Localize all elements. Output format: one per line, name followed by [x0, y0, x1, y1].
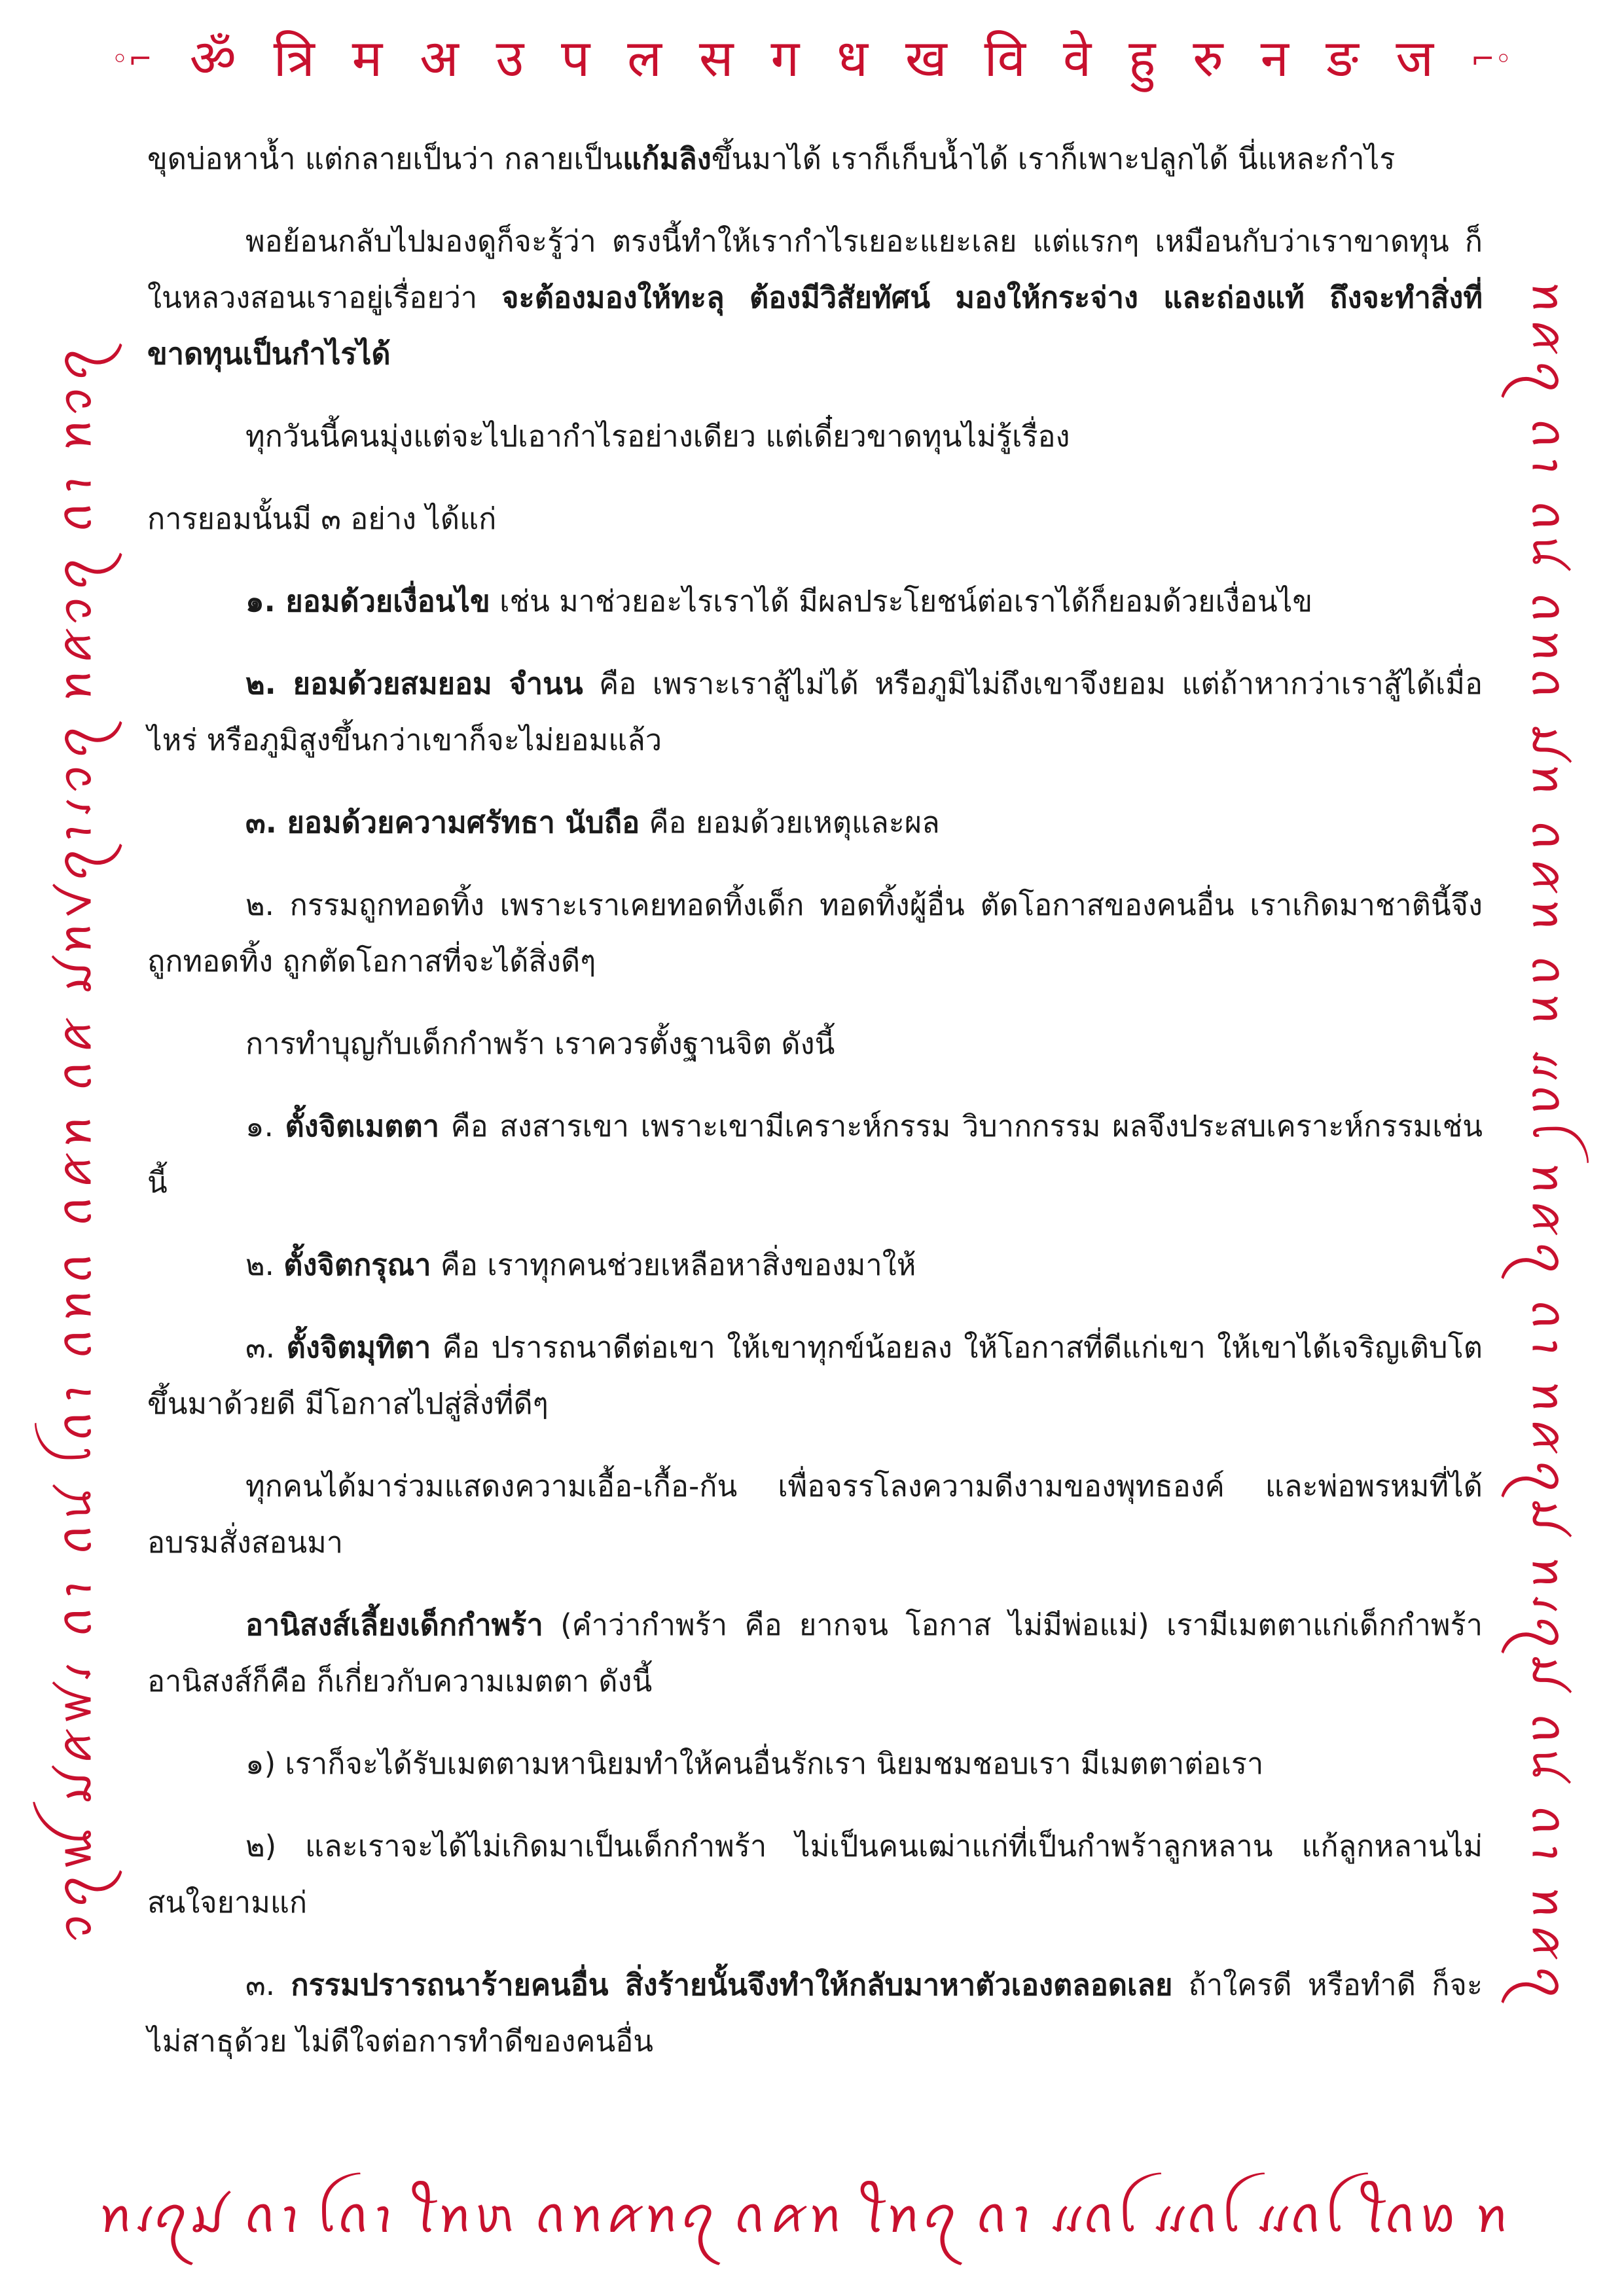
- top-glyph: न: [1260, 29, 1289, 88]
- top-border: [111, 13, 1512, 105]
- text-run: (คำว่ากำพร้า คือ ยากจน โอกาส ไม่มีพ่อแม่) เรามีเมตตาแก่เด็กกำพร้า อานิสงส์ก็คือ ก็เกี่ยวกับความเมตตา ดังนี้: [147, 1607, 1483, 1698]
- right-border-text: ꪀꪁꪖ ꪒꪱ ꪒꪙ ꪒꪀꪒ ꪣꪀ ꪒꪁꪀ ꪒꪀ ꪵꪒꪶ ꪀꪁꪖ ꪒꪱ ꪀꪁꪖꪣ ꪀꪹꪖꪣ ꪒꪙ ꪒꪱ ꪀꪁꪖ: [1521, 280, 1576, 2004]
- text-run: ๓.: [245, 1967, 291, 2002]
- top-right-flourish: ⌐◦: [1470, 42, 1512, 76]
- paragraph: [147, 573, 1483, 630]
- bold-text: อานิสงส์เลี้ยงเด็กกำพร้า: [245, 1607, 543, 1642]
- top-glyph: ङ: [1326, 29, 1359, 88]
- text-run: ๑.: [245, 1109, 285, 1143]
- bottom-border: [98, 2170, 1519, 2268]
- text-run: คือ ยอมด้วยเหตุและผล: [640, 805, 940, 840]
- text-run: คือ ปรารถนาดีต่อเขา ให้เขาทุกข์น้อยลง ให้โอกาสที่ดีแก่เขา ให้เขาได้เจริญเติบโตขึ้นมาด้วยดี มีโอกาสไปสู่สิ่งที่ดีๆ: [147, 1330, 1483, 1421]
- left-border: [39, 124, 118, 2160]
- bold-text: ๓. ยอมด้วยความศรัทธา นับถือ: [245, 805, 640, 840]
- bottom-border-text: ꪀꪹꪖꪣ ꪒꪱ ꪶꪒꪱ ꪻꪀꪬ ꪒꪀꪁꪀꪖ ꪒꪁꪀ ꪻꪀꪖ ꪒꪱ ꪵꪒꪶ ꪵꪒꪶ ꪵꪒꪶ ꪻꪒꪭ ꪀ: [98, 2187, 1510, 2244]
- text-run: ๒.: [245, 1247, 284, 1282]
- top-glyph: रु: [1193, 29, 1223, 88]
- text-run: ทุกคนได้มาร่วมแสดงความเอื้อ-เกื้อ-กัน เพื่อจรรโลงความดีงามของพุทธองค์ และพ่อพรหมที่ได้อบรมสั่งสอนมา: [147, 1469, 1483, 1560]
- paragraph: [147, 877, 1483, 990]
- top-glyph: ज: [1396, 29, 1434, 88]
- top-glyph: ध: [837, 29, 869, 88]
- text-run: ถ้าใครดี หรือทำดี ก็จะไม่สาธุด้วย ไม่ดีใจต่อการทำดีของคนอื่น: [147, 1967, 1483, 2058]
- text-run: การยอมนั้นมี ๓ อย่าง ได้แก่: [147, 501, 497, 536]
- text-run: ๑) เราก็จะได้รับเมตตามหานิยมทำให้คนอื่นรักเรา นิยมชมชอบเรา มีเมตตาต่อเรา: [245, 1746, 1264, 1781]
- paragraph: [147, 1597, 1483, 1710]
- text-run: ขุดบ่อหาน้ำ แต่กลายเป็นว่า กลายเป็น: [147, 141, 623, 176]
- top-glyph: अ: [420, 29, 459, 88]
- bold-text: กรรมปรารถนาร้ายคนอื่น สิ่งร้ายนั้นจึงทำให้กลับมาหาตัวเองตลอดเลย: [291, 1967, 1173, 2002]
- text-run: การทำบุญกับเด็กกำพร้า เราควรตั้งฐานจิต ดังนี้: [245, 1026, 835, 1061]
- top-glyph: वे: [1062, 29, 1092, 88]
- paragraph: [147, 656, 1483, 768]
- text-run: คือ เพราะเราสู้ไม่ได้ หรือภูมิไม่ถึงเขาจึงยอม แต่ถ้าหากว่าเราสู้ได้เมื่อไหร่ หรือภูมิสูงขึ้นกว่าเขาก็จะไม่ยอมแล้ว: [147, 666, 1483, 757]
- paragraph: [147, 1319, 1483, 1432]
- top-glyph: ल: [627, 29, 662, 88]
- text-run: คือ สงสารเขา เพราะเขามีเคราะห์กรรม วิบากกรรม ผลจึงประสบเคราะห์กรรมเช่นนี้: [147, 1109, 1483, 1200]
- text-run: ๓.: [245, 1330, 287, 1365]
- document-body: [147, 131, 1483, 2096]
- text-run: ๒. กรรมถูกทอดทิ้ง เพราะเราเคยทอดทิ้งเด็ก ทอดทิ้งผู้อื่น ตัดโอกาสของคนอื่น เราเกิดมาชาตินี้จึงถูกทอดทิ้ง ถูกตัดโอกาสที่จะได้สิ่งดีๆ: [147, 888, 1483, 978]
- text-run: ๒) และเราจะได้ไม่เกิดมาเป็นเด็กกำพร้า ไม่เป็นคนเฒ่าแก่ที่เป็นกำพร้าลูกหลาน แก้ลูกหลานไม่สนใจยามแก่: [147, 1829, 1483, 1920]
- top-glyph: प: [561, 29, 590, 88]
- top-glyph: उ: [496, 29, 524, 88]
- bold-text: ตั้งจิตกรุณา: [283, 1247, 431, 1282]
- text-run: พอย้อนกลับไปมองดูก็จะรู้ว่า ตรงนี้ทำให้เรากำไรเยอะแยะเลย แต่แรกๆ เหมือนกับว่าเราขาดทุน ก็ในหลวงสอนเราอยู่เรื่อยว่า: [147, 224, 1483, 315]
- top-glyph: त्रि: [273, 29, 315, 88]
- bold-text: ตั้งจิตมุทิตา: [286, 1330, 431, 1365]
- top-glyph: स: [698, 29, 734, 88]
- bold-text: ๒. ยอมด้วยสมยอม จำนน: [245, 666, 583, 701]
- bold-text: แก้มลิง: [623, 141, 712, 176]
- top-glyph: ग: [770, 29, 800, 88]
- paragraph: [147, 1237, 1483, 1293]
- top-glyph: म: [352, 29, 383, 88]
- bold-text: ตั้งจิตเมตตา: [285, 1109, 439, 1143]
- paragraph: [147, 1458, 1483, 1571]
- paragraph: [147, 1818, 1483, 1931]
- text-run: ทุกวันนี้คนมุ่งแต่จะไปเอากำไรอย่างเดียว แต่เดี๋ยวขาดทุนไม่รู้เรื่อง: [245, 419, 1070, 454]
- text-run: คือ เราทุกคนช่วยเหลือหาสิ่งของมาให้: [431, 1247, 916, 1282]
- paragraph: [147, 213, 1483, 382]
- top-glyph: हु: [1128, 29, 1156, 88]
- paragraph: [147, 408, 1483, 465]
- paragraph: [147, 491, 1483, 547]
- left-border-text: ꪫꪖꪡ ꪣꪁꪝꪹ ꪒꪱ ꪒꪙ ꪶꪒꪱ ꪒꪀꪒ ꪒꪁꪀ ꪒꪁ ꪣꪀꪚꪖꪱꪹꪫꪖ ꪀꪁꪫꪖ ꪒꪱ ꪀꪫꪖ: [48, 342, 102, 1942]
- bold-text: ๑. ยอมด้วยเงื่อนไข: [245, 584, 490, 619]
- top-glyph: ख: [905, 29, 947, 88]
- paragraph: [147, 1016, 1483, 1072]
- bold-text: จะต้องมองให้ทะลุ ต้องมีวิสัยทัศน์ มองให้กระจ่าง และถ่องแท้ ถึงจะทำสิ่งที่ขาดทุนเป็นกำไรได้: [147, 280, 1483, 371]
- paragraph: [147, 795, 1483, 851]
- text-run: เช่น มาช่วยอะไรเราได้ มีผลประโยชน์ต่อเราได้ก็ยอมด้วยเงื่อนไข: [490, 584, 1313, 619]
- right-border: [1506, 124, 1584, 2160]
- top-glyph: वि: [984, 29, 1026, 88]
- top-left-flourish: ◦⌐: [111, 42, 153, 76]
- text-run: ขึ้นมาได้ เราก็เก็บน้ำได้ เราก็เพาะปลูกได้ นี่แหละกำไร: [711, 141, 1396, 176]
- paragraph: [147, 1957, 1483, 2070]
- top-glyph: ॐ: [189, 29, 236, 88]
- paragraph: [147, 1736, 1483, 1792]
- paragraph: [147, 1098, 1483, 1211]
- paragraph: [147, 131, 1483, 187]
